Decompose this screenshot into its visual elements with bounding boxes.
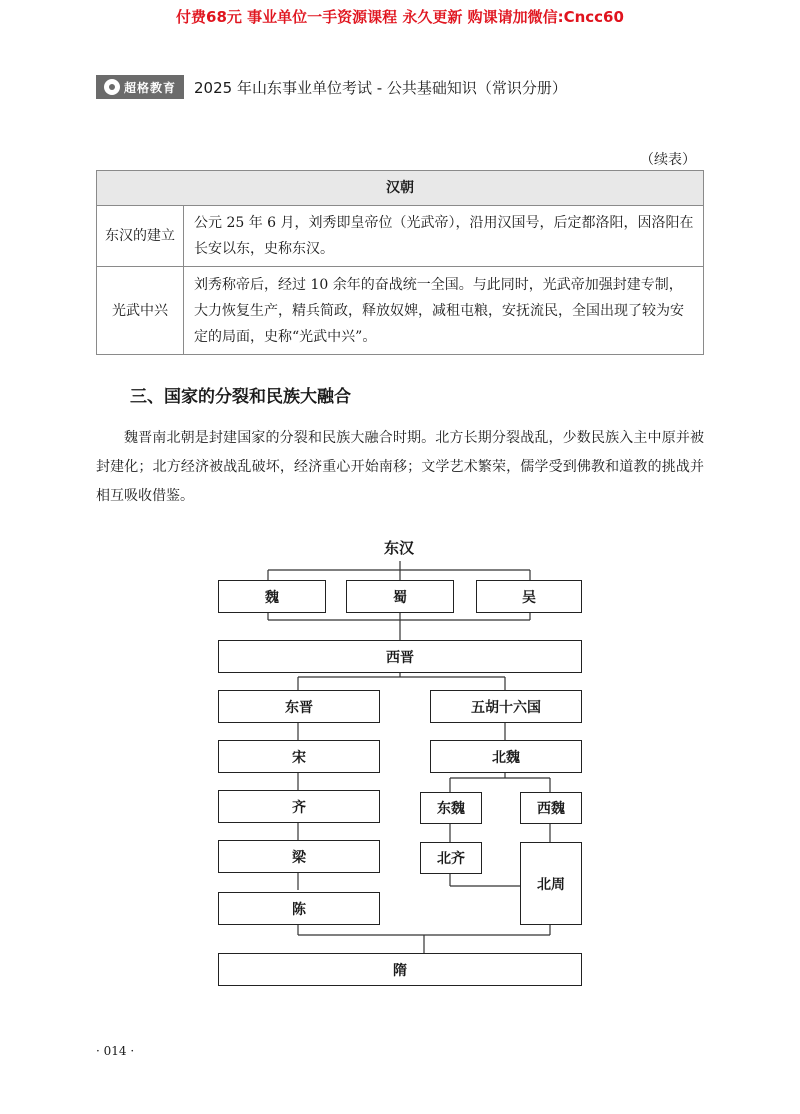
han-dynasty-table — [96, 170, 704, 355]
table-heading: 汉朝 — [97, 171, 704, 206]
row-text: 刘秀称帝后，经过 10 余年的奋战统一全国。与此同时，光武帝加强封建专制，大力恢复生产，精兵简政，释放奴婢，减租屯粮，安抚流民，全国出现了较为安定的局面，史称“光武中兴”。 — [184, 267, 704, 355]
table-header-row — [97, 171, 704, 206]
logo-text: 超格教育 — [123, 80, 176, 95]
node-western-jin: 西晋 — [218, 640, 582, 673]
node-sixteen-kingdoms: 五胡十六国 — [430, 690, 582, 723]
logo-icon — [104, 79, 120, 95]
node-wu: 吴 — [476, 580, 582, 613]
node-eastern-han: 东汉 — [384, 539, 415, 557]
ad-banner: 付费68元 事业单位一手资源课程 永久更新 购课请加微信:Cncc60 — [176, 8, 624, 26]
node-chen: 陈 — [218, 892, 380, 925]
table-row — [97, 267, 704, 355]
node-northern-wei: 北魏 — [430, 740, 582, 773]
node-wei: 魏 — [218, 580, 326, 613]
table-row — [97, 206, 704, 267]
publisher-logo — [96, 75, 184, 99]
book-title: 2025 年山东事业单位考试 - 公共基础知识（常识分册） — [194, 78, 567, 97]
node-liang: 梁 — [218, 840, 380, 873]
node-northern-zhou: 北周 — [520, 842, 582, 925]
row-label: 光武中兴 — [97, 267, 184, 355]
page-number: · 014 · — [96, 1044, 135, 1058]
row-text: 公元 25 年 6 月，刘秀即皇帝位（光武帝），沿用汉国号，后定都洛阳，因洛阳在长安以东，史称东汉。 — [184, 206, 704, 267]
row-label: 东汉的建立 — [97, 206, 184, 267]
node-qi: 齐 — [218, 790, 380, 823]
dynasty-flowchart — [200, 530, 600, 1000]
section-title: 三、国家的分裂和民族大融合 — [130, 387, 351, 407]
node-western-wei: 西魏 — [520, 792, 582, 824]
table-continued-note: （续表） — [640, 152, 696, 168]
node-eastern-wei: 东魏 — [420, 792, 482, 824]
node-shu: 蜀 — [346, 580, 454, 613]
node-eastern-jin: 东晋 — [218, 690, 380, 723]
node-sui: 隋 — [218, 953, 582, 986]
node-song: 宋 — [218, 740, 380, 773]
page-header — [96, 74, 567, 100]
node-northern-qi: 北齐 — [420, 842, 482, 874]
section-paragraph: 魏晋南北朝是封建国家的分裂和民族大融合时期。北方长期分裂战乱，少数民族入主中原并被封建化；北方经济被战乱破坏，经济重心开始南移；文学艺术繁荣，儒学受到佛教和道教的挑战并相互吸收借鉴。 — [96, 430, 704, 504]
